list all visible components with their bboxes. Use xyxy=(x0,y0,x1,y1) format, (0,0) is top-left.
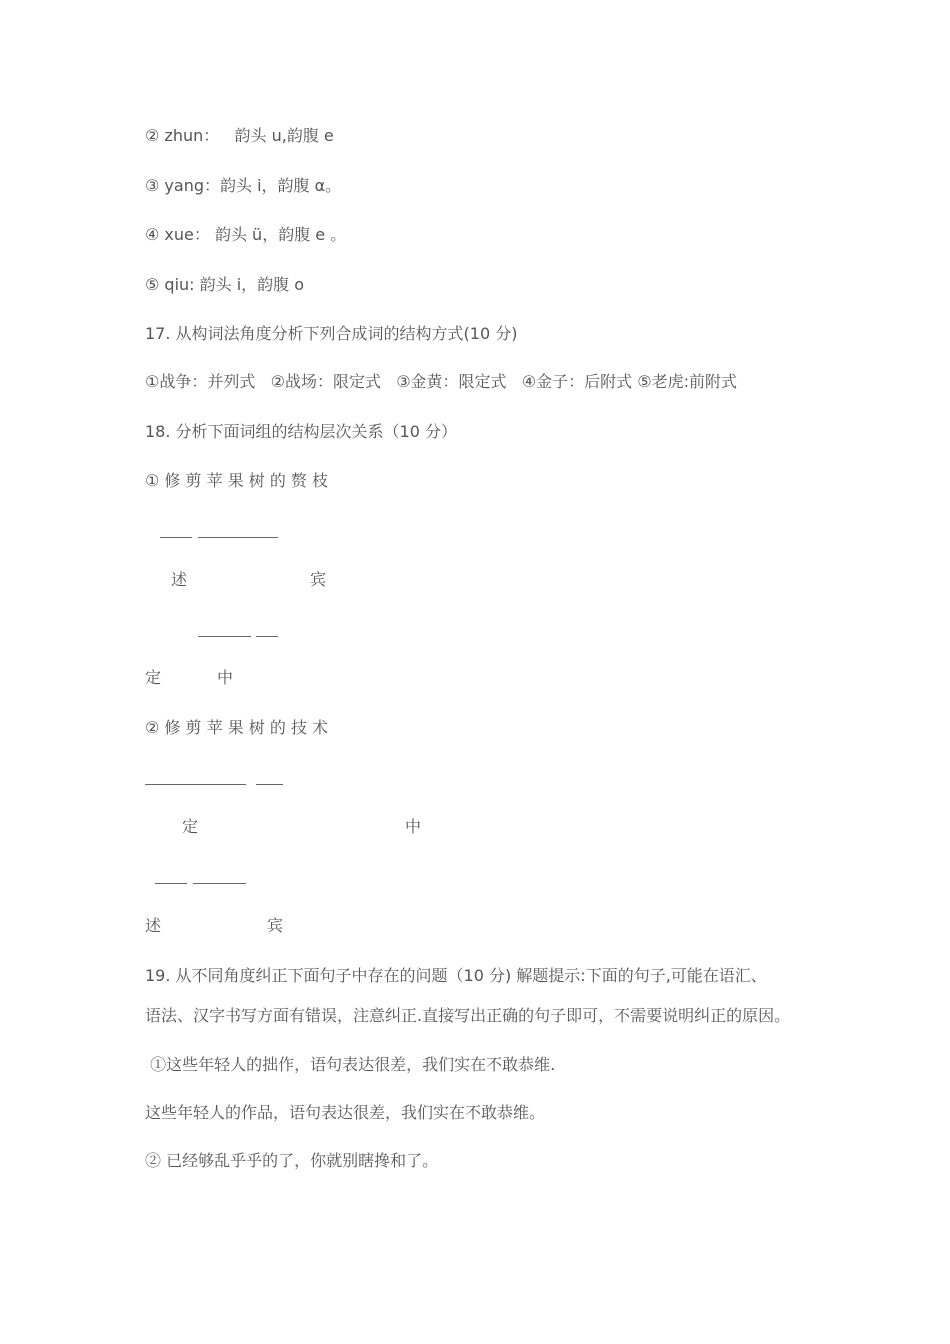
diagram1-label-shu: 述 xyxy=(171,570,188,589)
diagram2-label-bin: 宾 xyxy=(267,916,284,935)
diagram2-label-shu: 述 xyxy=(145,916,162,935)
pinyin-line-qiu: ⑤ qiu: 韵头 i，韵腹 o xyxy=(145,275,305,294)
answer-17: ①战争：并列式 ②战场：限定式 ③金黄：限定式 ④金子：后附式 ⑤老虎:前附式 xyxy=(145,372,737,391)
diagram1-label-zhong: 中 xyxy=(217,668,234,687)
sentence-2: ② 已经够乱乎乎的了，你就别瞎搀和了。 xyxy=(145,1151,439,1170)
diagram1-label-bin: 宾 xyxy=(310,570,327,589)
phrase-2: ② 修 剪 苹 果 树 的 技 术 xyxy=(145,718,329,737)
diagram1-rule-d xyxy=(256,636,278,637)
phrase-1: ① 修 剪 苹 果 树 的 赘 枝 xyxy=(145,471,329,490)
pinyin-line-zhun: ② zhun： 韵头 u,韵腹 e xyxy=(145,126,334,145)
pinyin-line-xue: ④ xue： 韵头 ü，韵腹 e 。 xyxy=(145,225,347,244)
diagram2-rule-c xyxy=(155,883,187,884)
question-19-line2: 语法、汉字书写方面有错误，注意纠正.直接写出正确的句子即可，不需要说明纠正的原因。 xyxy=(145,1006,791,1025)
diagram1-rule-b xyxy=(198,537,278,538)
diagram2-label-zhong: 中 xyxy=(405,817,422,836)
diagram2-rule-b xyxy=(256,784,283,785)
sentence-1: ①这些年轻人的拙作，语句表达很差，我们实在不敢恭维. xyxy=(145,1055,556,1074)
question-19-line1: 19. 从不同角度纠正下面句子中存在的问题（10 分) 解题提示:下面的句子,可能在语汇、 xyxy=(145,966,767,985)
sentence-1-correction: 这些年轻人的作品，语句表达很差，我们实在不敢恭维。 xyxy=(145,1103,546,1122)
diagram2-label-ding: 定 xyxy=(182,817,199,836)
pinyin-line-yang: ③ yang：韵头 i，韵腹 α。 xyxy=(145,176,342,195)
diagram1-label-ding: 定 xyxy=(145,668,162,687)
diagram1-rule-a xyxy=(160,537,192,538)
diagram2-rule-a xyxy=(145,784,246,785)
diagram2-rule-d xyxy=(193,883,246,884)
question-18: 18. 分析下面词组的结构层次关系（10 分） xyxy=(145,422,457,441)
diagram1-rule-c xyxy=(198,636,251,637)
question-17: 17. 从构词法角度分析下列合成词的结构方式(10 分) xyxy=(145,324,518,343)
